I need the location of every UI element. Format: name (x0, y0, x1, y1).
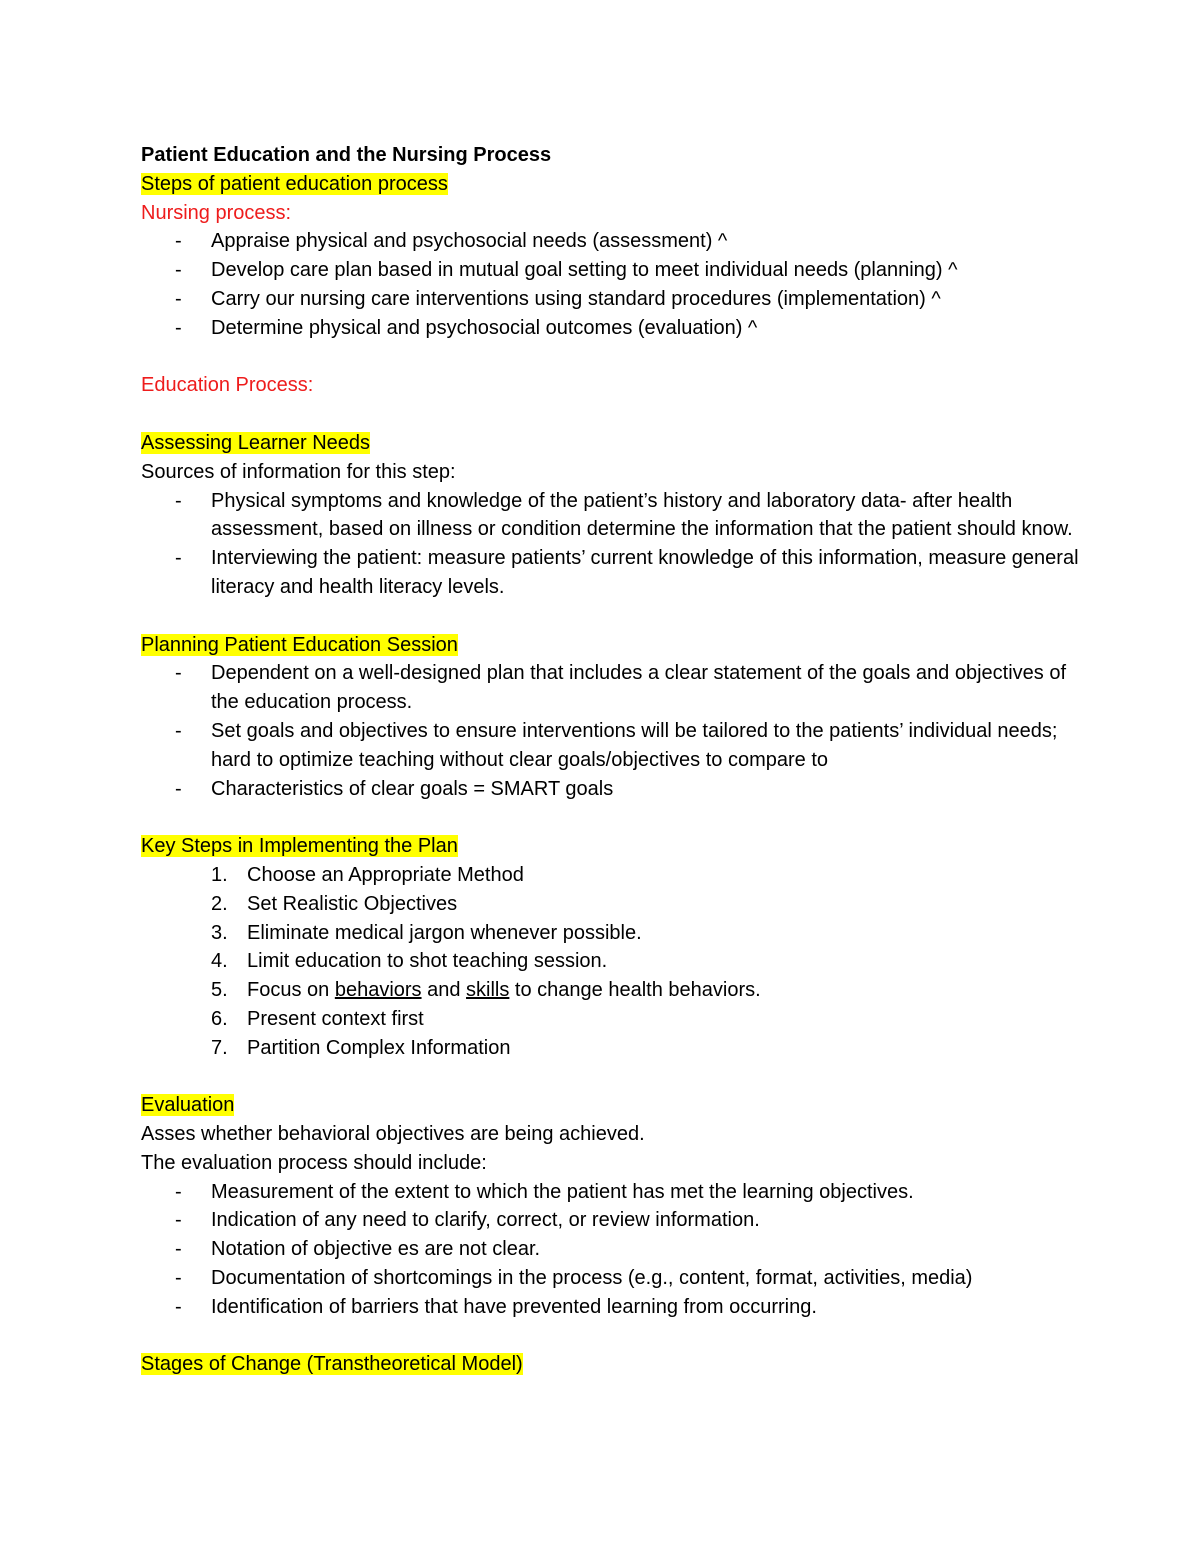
number-marker: 6. (211, 1007, 228, 1030)
list-item: - Identification of barriers that have prevented learning from occurring. (141, 1293, 1081, 1322)
document-page (141, 141, 1081, 1379)
evaluation-list (141, 1178, 1081, 1322)
planning-list (141, 659, 1081, 803)
list-item: - Appraise physical and psychosocial needs (assessment) ^ (141, 227, 1081, 256)
number-marker: 3. (211, 921, 228, 944)
implementing-list (141, 861, 1081, 1063)
evaluation-heading: Evaluation (141, 1094, 235, 1117)
list-item: - Carry our nursing care interventions using standard procedures (implementation) ^ (141, 285, 1081, 314)
underlined-behaviors: behaviors (334, 979, 422, 1002)
list-item: - Determine physical and psychosocial outcomes (evaluation) ^ (141, 314, 1081, 343)
list-item: - Measurement of the extent to which the patient has met the learning objectives. (141, 1178, 1081, 1207)
list-item: - Characteristics of clear goals = SMART goals (141, 775, 1081, 804)
dash-marker: - (175, 1238, 182, 1261)
list-item: 7. Partition Complex Information (141, 1034, 1081, 1063)
dash-marker: - (175, 1209, 182, 1232)
dash-marker: - (175, 1180, 182, 1203)
list-item: 3. Eliminate medical jargon whenever possible. (141, 919, 1081, 948)
dash-marker: - (175, 547, 182, 570)
steps-heading: Steps of patient education process (141, 172, 448, 195)
nursing-process-list (141, 227, 1081, 342)
list-item: - Dependent on a well-designed plan that includes a clear statement of the goals and objectives of the education process. (141, 659, 1081, 717)
dash-marker: - (175, 287, 182, 310)
implementing-heading: Key Steps in Implementing the Plan (141, 835, 458, 858)
evaluation-line-1: Asses whether behavioral objectives are being achieved. (141, 1123, 645, 1146)
planning-heading: Planning Patient Education Session (141, 633, 458, 656)
education-process-label: Education Process: (141, 374, 314, 397)
list-item: 6. Present context first (141, 1005, 1081, 1034)
number-marker: 5. (211, 979, 228, 1002)
number-marker: 2. (211, 892, 228, 915)
dash-marker: - (175, 777, 182, 800)
list-item: 2. Set Realistic Objectives (141, 890, 1081, 919)
underlined-skills: skills (466, 979, 510, 1002)
list-item: - Indication of any need to clarify, correct, or review information. (141, 1206, 1081, 1235)
list-item: - Physical symptoms and knowledge of the patient’s history and laboratory data- after health assessment, based on illness or condition determine the information that the patient should know. (141, 487, 1081, 545)
dash-marker: - (175, 259, 182, 282)
dash-marker: - (175, 719, 182, 742)
nursing-process-label: Nursing process: (141, 201, 292, 224)
list-item: 5. Focus on behaviors and skills to change health behaviors. (141, 976, 1081, 1005)
list-item: - Documentation of shortcomings in the process (e.g., content, format, activities, media) (141, 1264, 1081, 1293)
list-item: - Set goals and objectives to ensure interventions will be tailored to the patients’ individual needs; hard to optimize teaching without clear goals/objectives to compare to (141, 717, 1081, 775)
number-marker: 7. (211, 1036, 228, 1059)
evaluation-line-2: The evaluation process should include: (141, 1151, 487, 1174)
dash-marker: - (175, 1295, 182, 1318)
dash-marker: - (175, 1267, 182, 1290)
stages-heading: Stages of Change (Transtheoretical Model) (141, 1353, 523, 1376)
list-item: 4. Limit education to shot teaching session. (141, 947, 1081, 976)
dash-marker: - (175, 316, 182, 339)
assessing-list (141, 487, 1081, 602)
list-item: - Develop care plan based in mutual goal setting to meet individual needs (planning) ^ (141, 256, 1081, 285)
assessing-heading: Assessing Learner Needs (141, 431, 371, 454)
list-item: - Interviewing the patient: measure patients’ current knowledge of this information, measure general literacy and health literacy levels. (141, 544, 1081, 602)
assessing-intro: Sources of information for this step: (141, 460, 456, 483)
number-marker: 1. (211, 863, 228, 886)
number-marker: 4. (211, 950, 228, 973)
dash-marker: - (175, 662, 182, 685)
dash-marker: - (175, 230, 182, 253)
list-item: - Notation of objective es are not clear. (141, 1235, 1081, 1264)
list-item: 1. Choose an Appropriate Method (141, 861, 1081, 890)
dash-marker: - (175, 489, 182, 512)
document-title: Patient Education and the Nursing Process (141, 144, 552, 166)
